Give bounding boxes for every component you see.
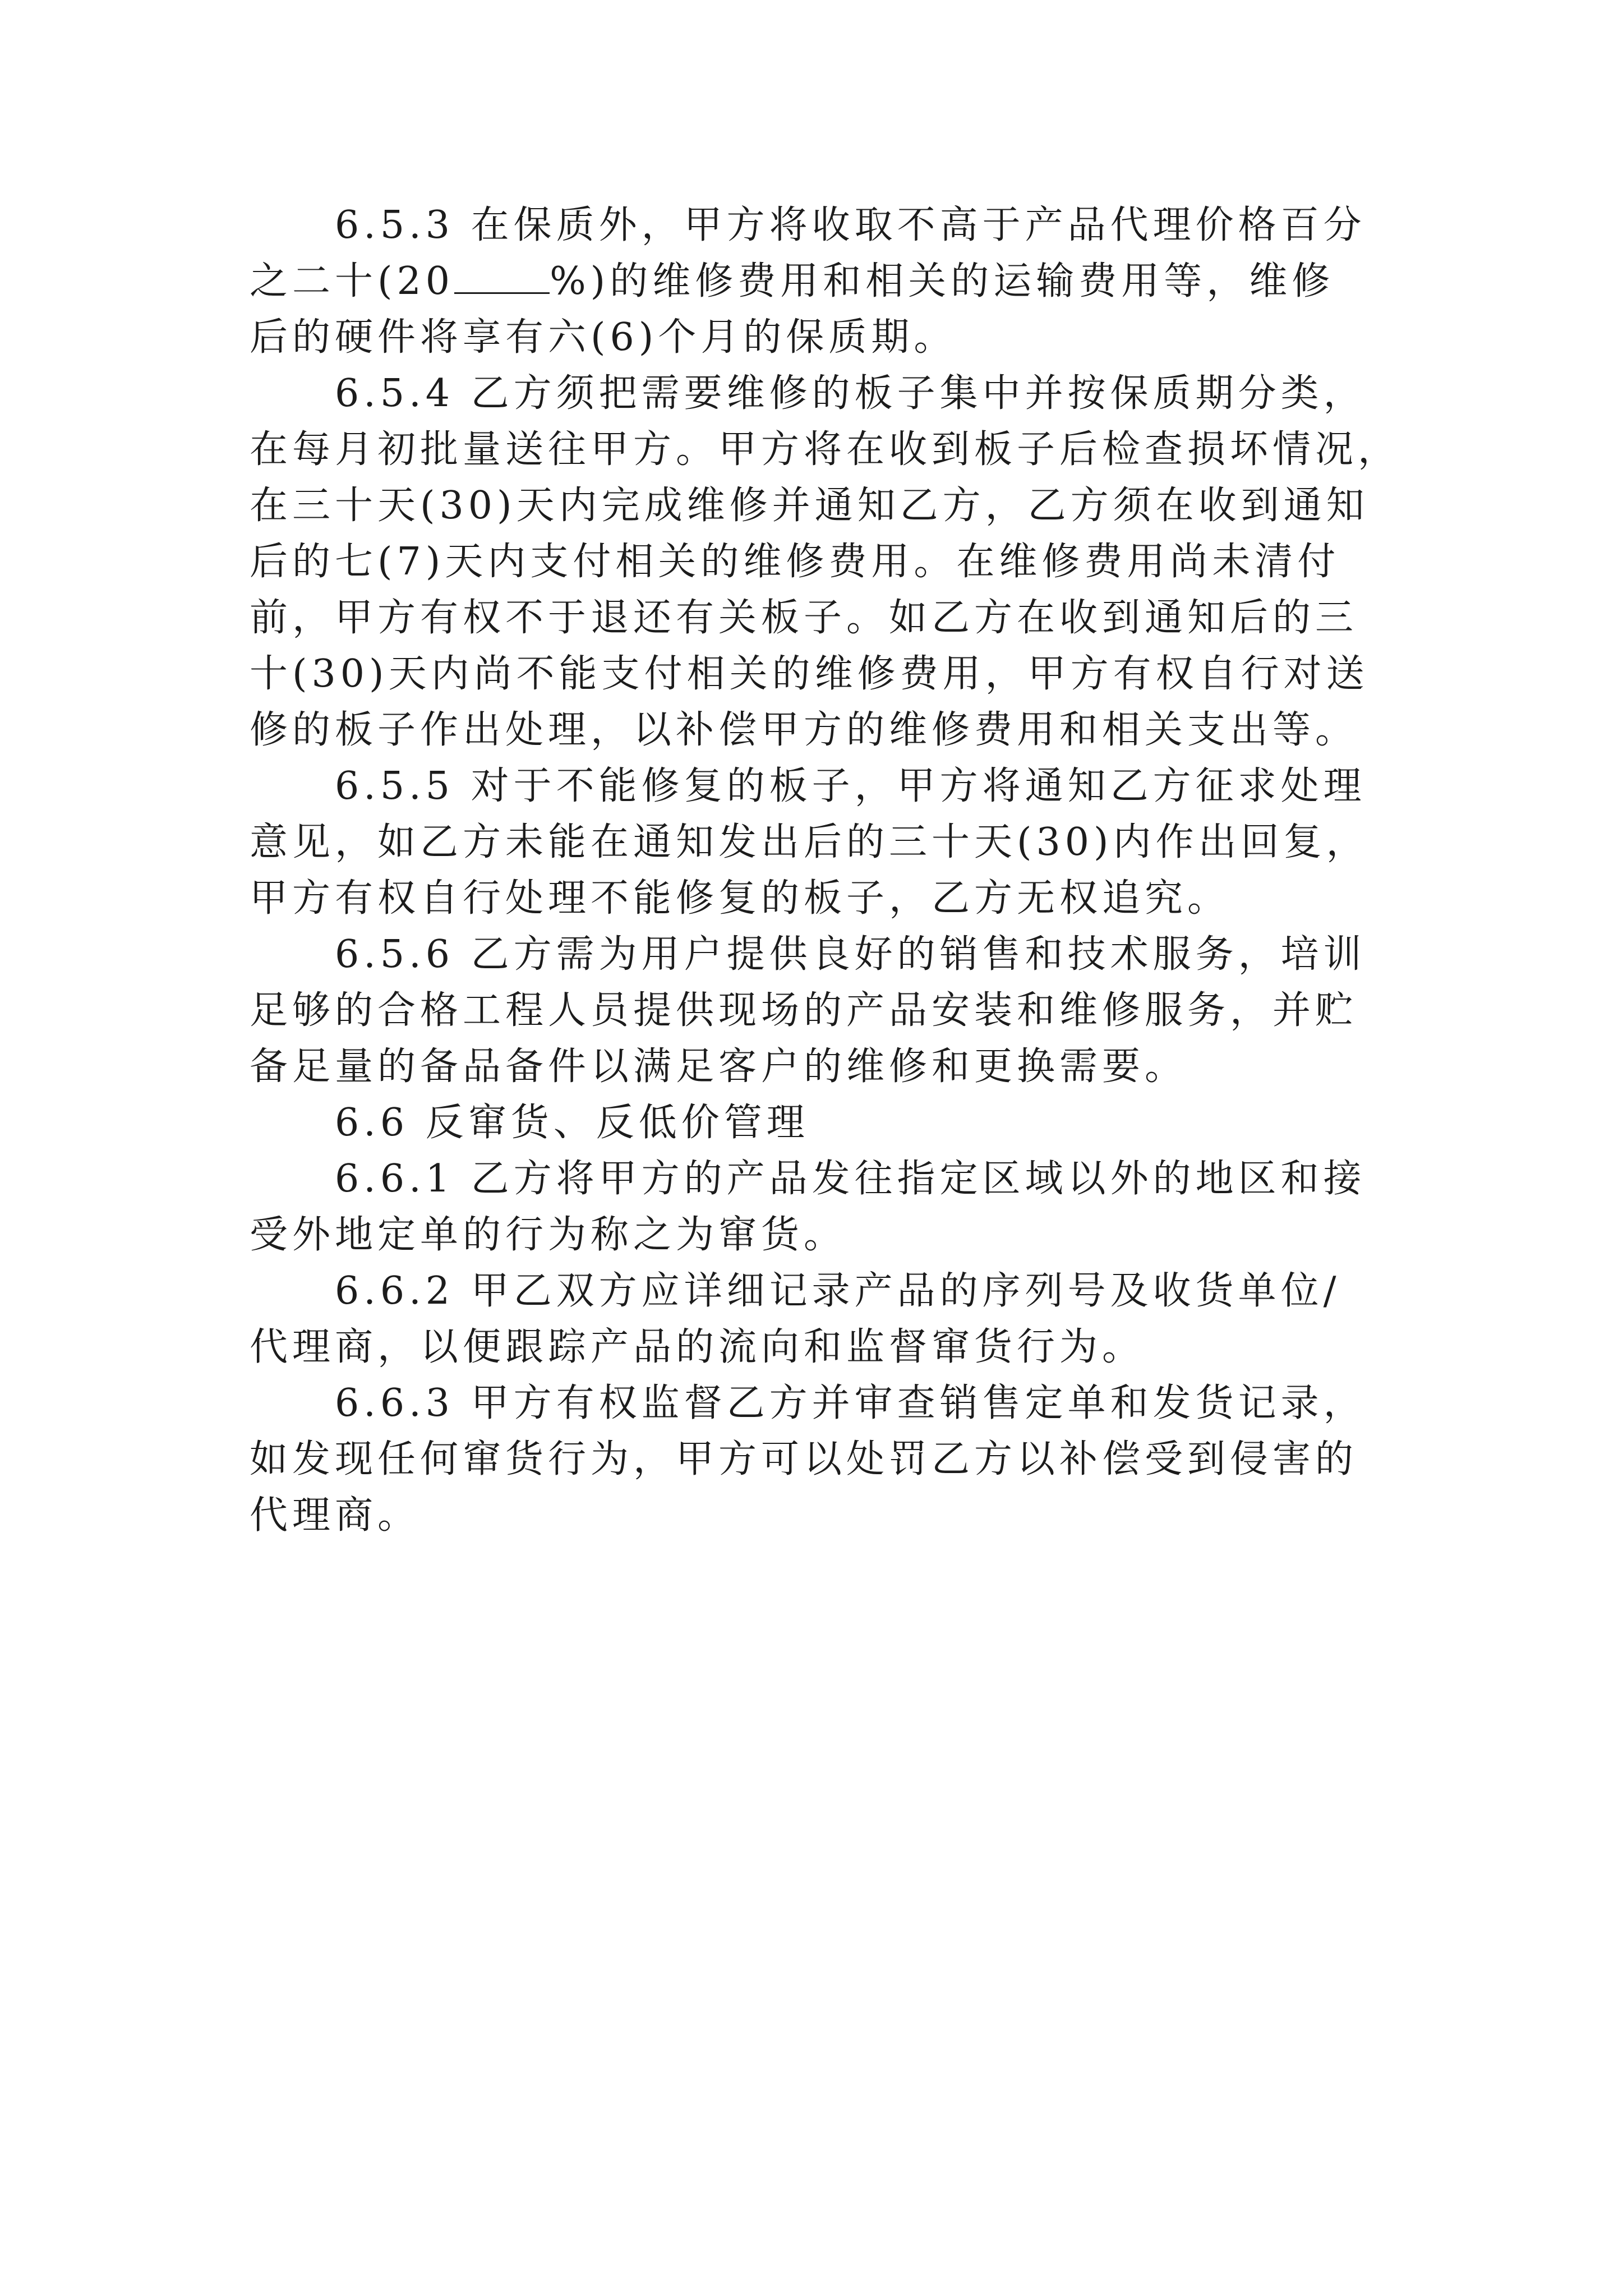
clause-6-6-3: 6.6.3 甲方有权监督乙方并审查销售定单和发货记录， 如发现任何窜货行为，甲方可以处罚乙方以补偿受到侵害的 代理商。 <box>250 1381 1366 1538</box>
clause-6-5-5: 6.5.5 对于不能修复的板子，甲方将通知乙方征求处理 意见，如乙方未能在通知发出后的三十天(30)内作出回复， 甲方有权自行处理不能修复的板子，乙方无权追究。 <box>250 764 1369 921</box>
clause-6-5-3-text-before-blank: 6.5.3 在保质外，甲方将收取不高于产品代理价格百分 之二十(20 <box>250 203 1366 303</box>
section-6-6-heading: 6.6 反窜货、反低价管理 <box>250 1101 809 1145</box>
clause-6-6-1: 6.6.1 乙方将甲方的产品发往指定区域以外的地区和接 受外地定单的行为称之为窜货。 <box>250 1157 1366 1257</box>
fill-in-blank-line <box>454 257 550 294</box>
document-body <box>250 197 1408 1544</box>
clause-6-6-2: 6.6.2 甲乙双方应详细记录产品的序列号及收货单位/ 代理商，以便跟踪产品的流向和监督窜货行为。 <box>250 1269 1341 1369</box>
clause-6-5-3 <box>250 197 1408 366</box>
clause-6-5-6: 6.5.6 乙方需为用户提供良好的销售和技术服务，培训 足够的合格工程人员提供现场的产品安装和维修服务，并贮 备足量的备品备件以满足客户的维修和更换需要。 <box>250 932 1366 1089</box>
clause-6-5-3-text-after-blank: %)的维修费用和相关的运输费用等，维修 后的硬件将享有六(6)个月的保质期。 <box>250 259 1335 360</box>
clause-6-5-4: 6.5.4 乙方须把需要维修的板子集中并按保质期分类， 在每月初批量送往甲方。甲方将在收到板子后检查损坏情况， 在三十天(30)天内完成维修并通知乙方，乙方须在收到通知 后的七(7)天内支付相关的维修费用。在维修费用尚未清付 前，甲方有权不于退还有关板子。如乙方在收到通知后的三 十(30)天内尚不能支付相关的维修费用，甲方有权自行对送 修的板子作出处理，以补偿甲方的维修费用和相关支出等。 <box>250 371 1401 752</box>
